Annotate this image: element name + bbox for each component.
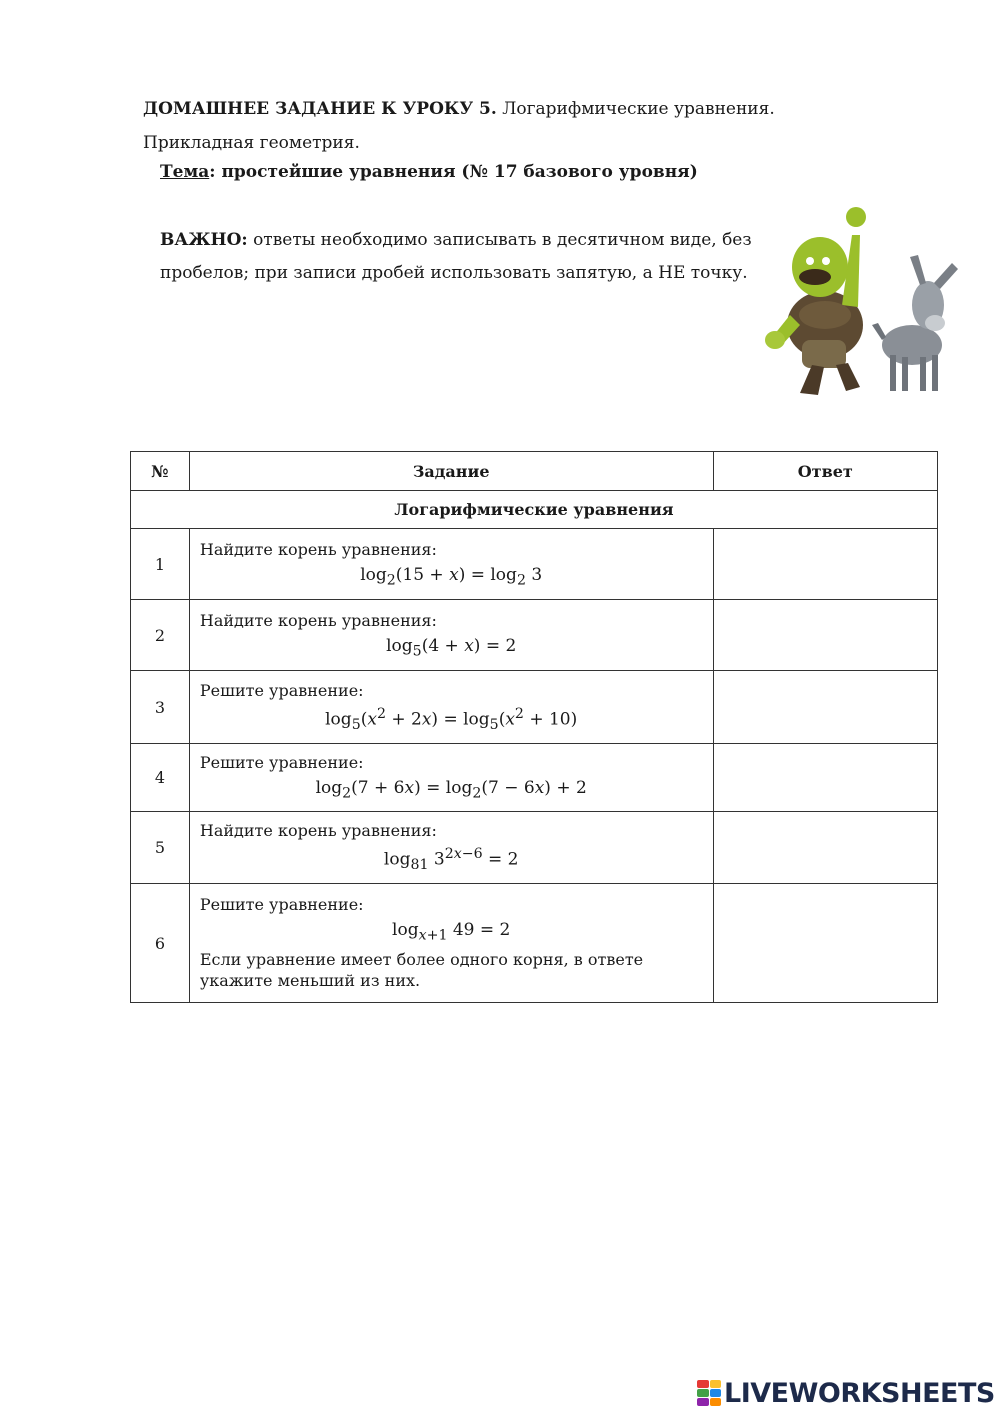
title-bold: ДОМАШНЕЕ ЗАДАНИЕ К УРОКУ 5. — [143, 99, 497, 119]
task-cell — [189, 812, 713, 884]
row-number: 1 — [131, 529, 190, 600]
answer-cell[interactable] — [713, 600, 937, 671]
row-number: 5 — [131, 812, 190, 884]
equation: $\log_{x+1} 49 = 2$ — [392, 919, 511, 944]
task-instruction: Решите уравнение: — [199, 894, 364, 914]
tasks-table — [130, 451, 938, 1003]
answer-cell[interactable] — [713, 884, 937, 1003]
equation: $\log_5(x^2 + 2x) = \log_5(x^2 + 10)$ — [325, 705, 578, 734]
equation: $\log_5(4 + x) = 2$ — [386, 635, 517, 660]
row-number: 2 — [131, 600, 190, 671]
answer-cell[interactable] — [713, 671, 937, 744]
answer-input-1[interactable] — [714, 551, 937, 578]
task-cell — [189, 671, 713, 744]
page-title — [143, 92, 863, 160]
task-instruction: Найдите корень уравнения: — [199, 610, 437, 630]
task-cell — [189, 884, 713, 1003]
table-row — [131, 744, 938, 812]
task-instruction: Найдите корень уравнения: — [199, 821, 437, 841]
important-label: ВАЖНО: — [160, 230, 248, 250]
task-instruction: Найдите корень уравнения: — [199, 539, 437, 559]
task-cell — [189, 744, 713, 812]
answer-cell[interactable] — [713, 529, 937, 600]
answer-cell[interactable] — [713, 744, 937, 812]
table-row — [131, 529, 938, 600]
table-row — [131, 812, 938, 884]
table-row — [131, 884, 938, 1003]
table-row — [131, 600, 938, 671]
answer-cell[interactable] — [713, 812, 937, 884]
section-title: Логарифмические уравнения — [131, 491, 938, 529]
answer-input-5[interactable] — [714, 834, 937, 861]
task-note: Если уравнение имеет более одного корня, в ответе укажите меньший из них. — [199, 950, 644, 991]
equation: $\log_{81} 3^{2x-6} = 2$ — [383, 846, 519, 874]
equation: $\log_2(7 + 6x) = \log_2(7 - 6x) + 2$ — [315, 778, 587, 802]
row-number: 3 — [131, 671, 190, 744]
task-instruction: Решите уравнение: — [199, 753, 364, 773]
answer-input-3[interactable] — [714, 694, 937, 721]
answer-input-6[interactable] — [714, 930, 937, 957]
shrek-donkey-illustration — [760, 195, 965, 405]
important-text: ответы необходимо записывать в десятичном виде, без пробелов; при записи дробей использовать запятую, а НЕ точку. — [160, 230, 752, 283]
liveworksheets-logo-icon — [697, 1380, 721, 1406]
table-header-row — [131, 452, 938, 491]
title-rest: Логарифмические уравнения. Прикладная геометрия. — [143, 99, 775, 153]
task-cell — [189, 600, 713, 671]
task-cell — [189, 529, 713, 600]
topic-text: : простейшие уравнения (№ 17 базового уровня) — [209, 162, 698, 182]
answer-input-4[interactable] — [714, 764, 937, 791]
liveworksheets-brand[interactable] — [697, 1375, 995, 1411]
equation: $\log_2(15 + x) = \log_2 3$ — [360, 564, 543, 589]
task-instruction: Решите уравнение: — [199, 680, 364, 700]
brand-text: LIVEWORKSHEETS — [724, 1377, 995, 1409]
section-row — [131, 491, 938, 529]
row-number: 6 — [131, 884, 190, 1003]
answer-input-2[interactable] — [714, 622, 937, 649]
topic-label: Тема — [160, 162, 210, 182]
table-row — [131, 671, 938, 744]
header-answer: Ответ — [713, 452, 937, 491]
topic-line — [160, 162, 698, 182]
row-number: 4 — [131, 744, 190, 812]
important-note — [160, 224, 760, 290]
header-num: № — [131, 452, 190, 491]
header-task: Задание — [189, 452, 713, 491]
